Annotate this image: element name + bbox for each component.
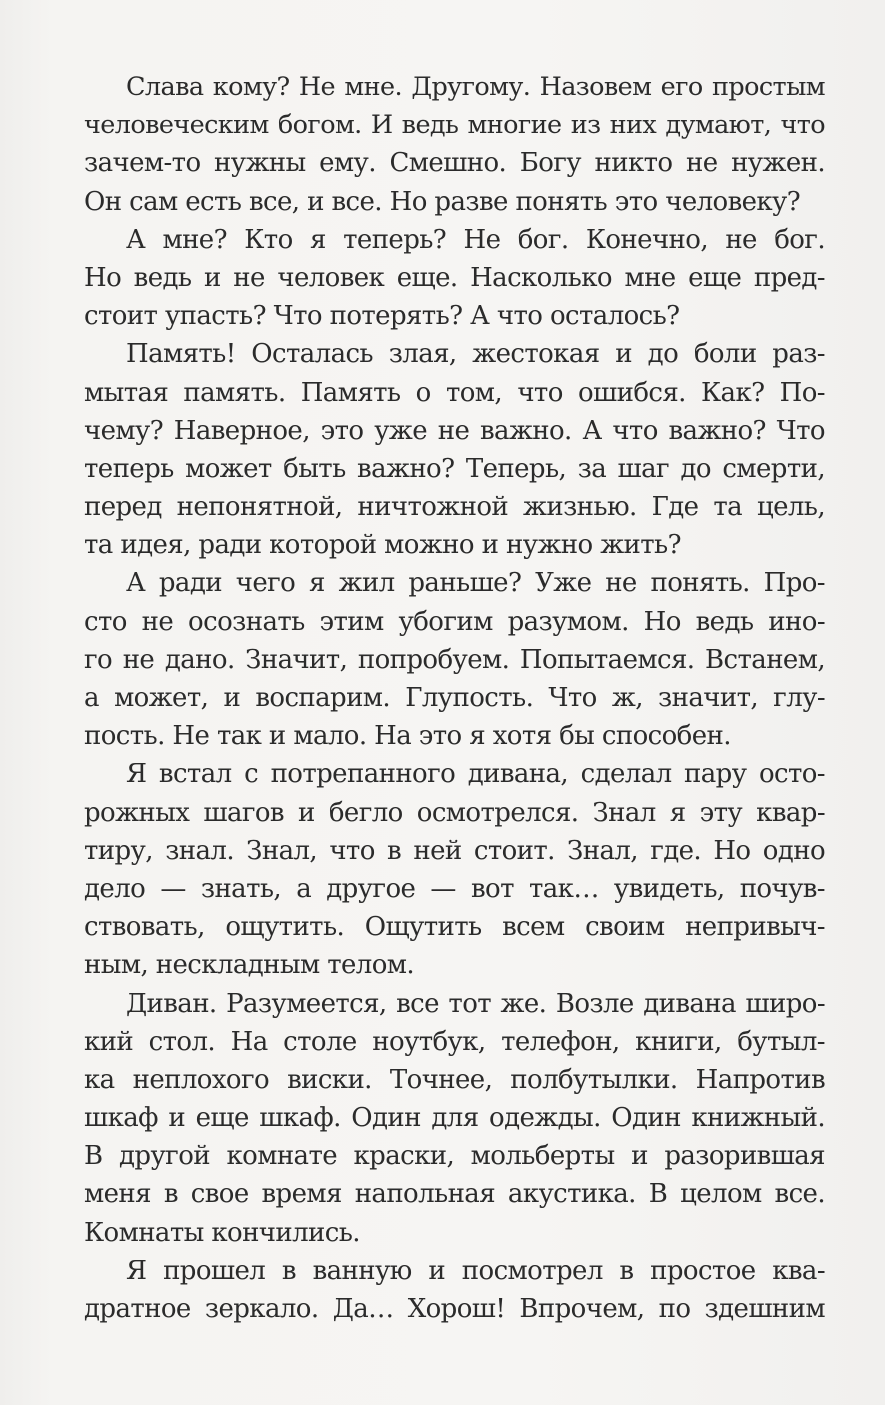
text-line: а может, и воспарим. Глупость. Что ж, значит, глу- (84, 683, 825, 713)
text-line: ка неплохого виски. Точнее, полбутылки. Напротив (84, 1064, 825, 1095)
page-text (84, 68, 825, 1328)
text-line: ствовать, ощутить. Ощутить всем своим непривыч- (84, 912, 825, 943)
text-line: человеческим богом. И ведь многие из них думают, что (84, 110, 825, 141)
text-line: А мне? Кто я теперь? Не бог. Конечно, не бог. (126, 224, 825, 255)
text-line: шкаф и еще шкаф. Один для одежды. Один книжный. (84, 1103, 825, 1134)
text-line: зачем-то нужны ему. Смешно. Богу никто не нужен. (84, 148, 825, 179)
text-line: мытая память. Память о том, что ошибся. Как? По- (84, 377, 825, 408)
text-line: А ради чего я жил раньше? Уже не понять. Про- (126, 568, 825, 599)
text-line: та идея, ради которой можно и нужно жить? (84, 530, 681, 561)
text-line: меня в свое время напольная акустика. В целом все. (84, 1179, 825, 1210)
text-line: перед непонятной, ничтожной жизнью. Где та цель, (84, 492, 825, 523)
text-line: Память! Осталась злая, жестокая и до боли раз- (126, 339, 825, 370)
text-line: дратное зеркало. Да… Хорош! Впрочем, по здешним (84, 1294, 825, 1324)
text-line: чему? Наверное, это уже не важно. А что важно? Что (84, 415, 825, 446)
text-line: Я встал с потрепанного дивана, сделал пару осто- (126, 759, 825, 790)
text-line: теперь может быть важно? Теперь, за шаг до смерти, (84, 453, 825, 484)
text-line: го не дано. Значит, попробуем. Попытаемся. Встанем, (84, 644, 825, 675)
text-line: В другой комнате краски, мольберты и разорившая (84, 1141, 825, 1172)
text-line: дело — знать, а другое — вот так… увидеть, почув- (84, 873, 825, 904)
text-line: рожных шагов и бегло осмотрелся. Знал я эту квар- (84, 797, 825, 828)
text-line: тиру, знал. Знал, что в ней стоит. Знал, где. Но одно (84, 835, 825, 866)
text-line: Комнаты кончились. (84, 1217, 360, 1248)
text-line: сто не осознать этим убогим разумом. Но ведь ино- (84, 606, 825, 637)
text-line: ным, нескладным телом. (84, 950, 415, 981)
text-line: Диван. Разумеется, все тот же. Возле дивана широ- (126, 988, 825, 1019)
text-line: кий стол. На столе ноутбук, телефон, книги, бутыл- (84, 1026, 825, 1057)
text-line: Слава кому? Не мне. Другому. Назовем его простым (126, 72, 825, 102)
text-line: стоит упасть? Что потерять? А что осталось? (84, 301, 680, 332)
text-line: Я прошел в ванную и посмотрел в простое ква- (126, 1255, 825, 1286)
text-line: пость. Не так и мало. На это я хотя бы способен. (84, 721, 731, 752)
text-line: Он сам есть все, и все. Но разве понять это человеку? (84, 186, 801, 217)
text-line: Но ведь и не человек еще. Насколько мне еще пред- (84, 262, 825, 293)
